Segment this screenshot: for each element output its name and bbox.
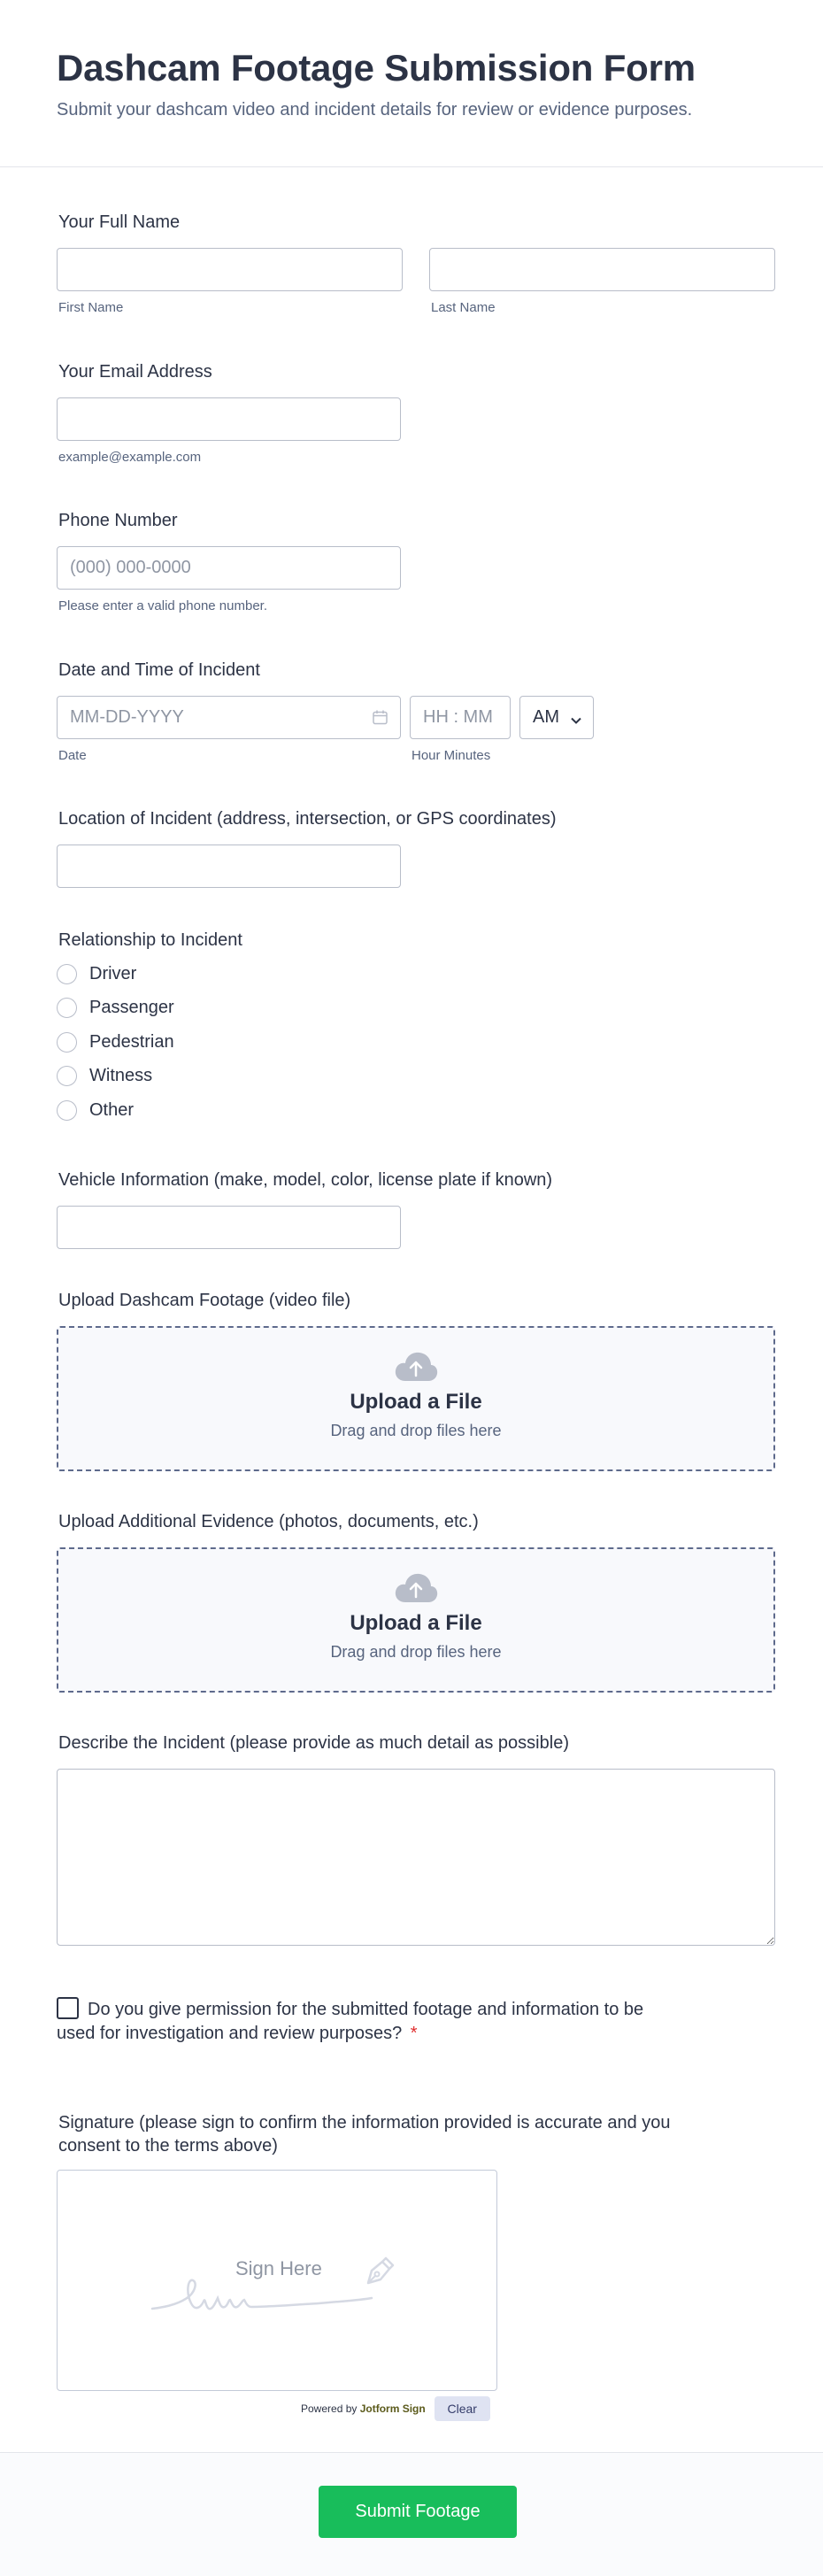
form-header <box>0 0 823 167</box>
relationship-field-group <box>57 929 242 1128</box>
required-mark: * <box>410 2024 418 2043</box>
first-name-sublabel: First Name <box>58 300 124 315</box>
radio-option-pedestrian[interactable] <box>57 1025 242 1060</box>
time-sublabel: Hour Minutes <box>412 748 491 763</box>
description-textarea[interactable] <box>57 1769 775 1946</box>
clear-signature-button[interactable]: Clear <box>435 2396 490 2421</box>
upload-evidence-field <box>57 1510 775 1693</box>
phone-sublabel: Please enter a valid phone number. <box>58 598 267 613</box>
powered-by-text <box>301 2402 426 2415</box>
first-name-input[interactable] <box>57 248 403 291</box>
powered-prefix: Powered by <box>301 2402 358 2415</box>
upload-footage-label: Upload Dashcam Footage (video file) <box>58 1291 351 1310</box>
radio-label: Pedestrian <box>89 1031 174 1052</box>
signature-field <box>57 2111 775 2421</box>
signature-label-line2: consent to the terms above) <box>58 2136 278 2156</box>
permission-text-line2: used for investigation and review purposes? <box>57 2024 403 2043</box>
radio-option-driver[interactable] <box>57 957 242 991</box>
upload-evidence-title: Upload a File <box>350 1611 482 1635</box>
last-name-sublabel: Last Name <box>431 300 496 315</box>
upload-footage-dropzone[interactable] <box>57 1326 775 1471</box>
radio-label: Other <box>89 1099 135 1120</box>
vehicle-input[interactable] <box>57 1206 401 1249</box>
radio-circle[interactable] <box>57 1100 77 1121</box>
radio-circle[interactable] <box>57 1066 77 1086</box>
radio-label: Driver <box>89 963 137 983</box>
email-label: Your Email Address <box>58 362 212 382</box>
relationship-label: Relationship to Incident <box>58 930 242 950</box>
upload-footage-sub: Drag and drop files here <box>330 1422 502 1439</box>
radio-circle[interactable] <box>57 964 77 984</box>
incident-datetime-label: Date and Time of Incident <box>58 660 260 680</box>
signature-label <box>57 2111 775 2157</box>
chevron-down-icon <box>570 712 582 724</box>
upload-evidence-sub: Drag and drop files here <box>330 1643 502 1661</box>
radio-label: Witness <box>89 1066 153 1086</box>
cloud-upload-icon <box>394 1351 438 1383</box>
radio-option-other[interactable] <box>57 1093 242 1128</box>
location-input[interactable] <box>57 845 401 888</box>
permission-checkbox[interactable] <box>57 1997 79 2019</box>
date-sublabel: Date <box>58 748 87 763</box>
email-input[interactable] <box>57 397 401 441</box>
location-field-group <box>57 807 557 888</box>
signature-pad[interactable] <box>57 2170 497 2391</box>
vehicle-field-group <box>57 1168 552 1249</box>
phone-field-group <box>57 509 401 613</box>
radio-label: Passenger <box>89 998 174 1018</box>
phone-input[interactable] <box>57 546 401 590</box>
vehicle-label: Vehicle Information (make, model, color, license plate if known) <box>58 1170 553 1190</box>
cloud-upload-icon <box>394 1572 438 1604</box>
description-field-group <box>57 1731 775 1946</box>
email-sublabel: example@example.com <box>58 450 202 465</box>
radio-option-passenger[interactable] <box>57 991 242 1026</box>
radio-circle[interactable] <box>57 1032 77 1053</box>
submit-button[interactable]: Submit Footage <box>319 2486 517 2538</box>
ampm-value: AM <box>533 707 559 727</box>
jotform-sign-link[interactable]: Jotform Sign <box>359 2402 426 2415</box>
ampm-select[interactable] <box>519 696 594 739</box>
sign-here-placeholder: Sign Here <box>235 2257 322 2279</box>
form-footer <box>0 2452 823 2576</box>
full-name-field <box>57 211 775 315</box>
upload-evidence-dropzone[interactable] <box>57 1547 775 1693</box>
upload-footage-field <box>57 1289 775 1471</box>
form-title: Dashcam Footage Submission Form <box>57 47 696 89</box>
phone-label: Phone Number <box>58 511 178 530</box>
location-label: Location of Incident (address, intersection, or GPS coordinates) <box>58 809 557 829</box>
permission-field <box>57 1998 775 2046</box>
email-field-group <box>57 360 401 465</box>
radio-circle[interactable] <box>57 998 77 1018</box>
description-label: Describe the Incident (please provide as much detail as possible) <box>58 1733 569 1753</box>
incident-datetime-field <box>57 659 594 763</box>
time-input[interactable] <box>410 696 511 739</box>
pen-nib-icon <box>363 2255 396 2288</box>
full-name-label: Your Full Name <box>58 212 181 232</box>
form-subtitle: Submit your dashcam video and incident details for review or evidence purposes. <box>57 100 693 120</box>
upload-footage-title: Upload a File <box>350 1390 482 1414</box>
date-input[interactable] <box>57 696 401 739</box>
upload-evidence-label: Upload Additional Evidence (photos, documents, etc.) <box>58 1512 479 1531</box>
signature-label-line1: Signature (please sign to confirm the information provided is accurate and you <box>58 2113 671 2133</box>
relationship-options <box>57 957 242 1128</box>
calendar-icon[interactable] <box>372 709 388 726</box>
last-name-input[interactable] <box>429 248 775 291</box>
radio-option-witness[interactable] <box>57 1060 242 1094</box>
permission-text-line1: Do you give permission for the submitted footage and information to be <box>88 2000 644 2019</box>
